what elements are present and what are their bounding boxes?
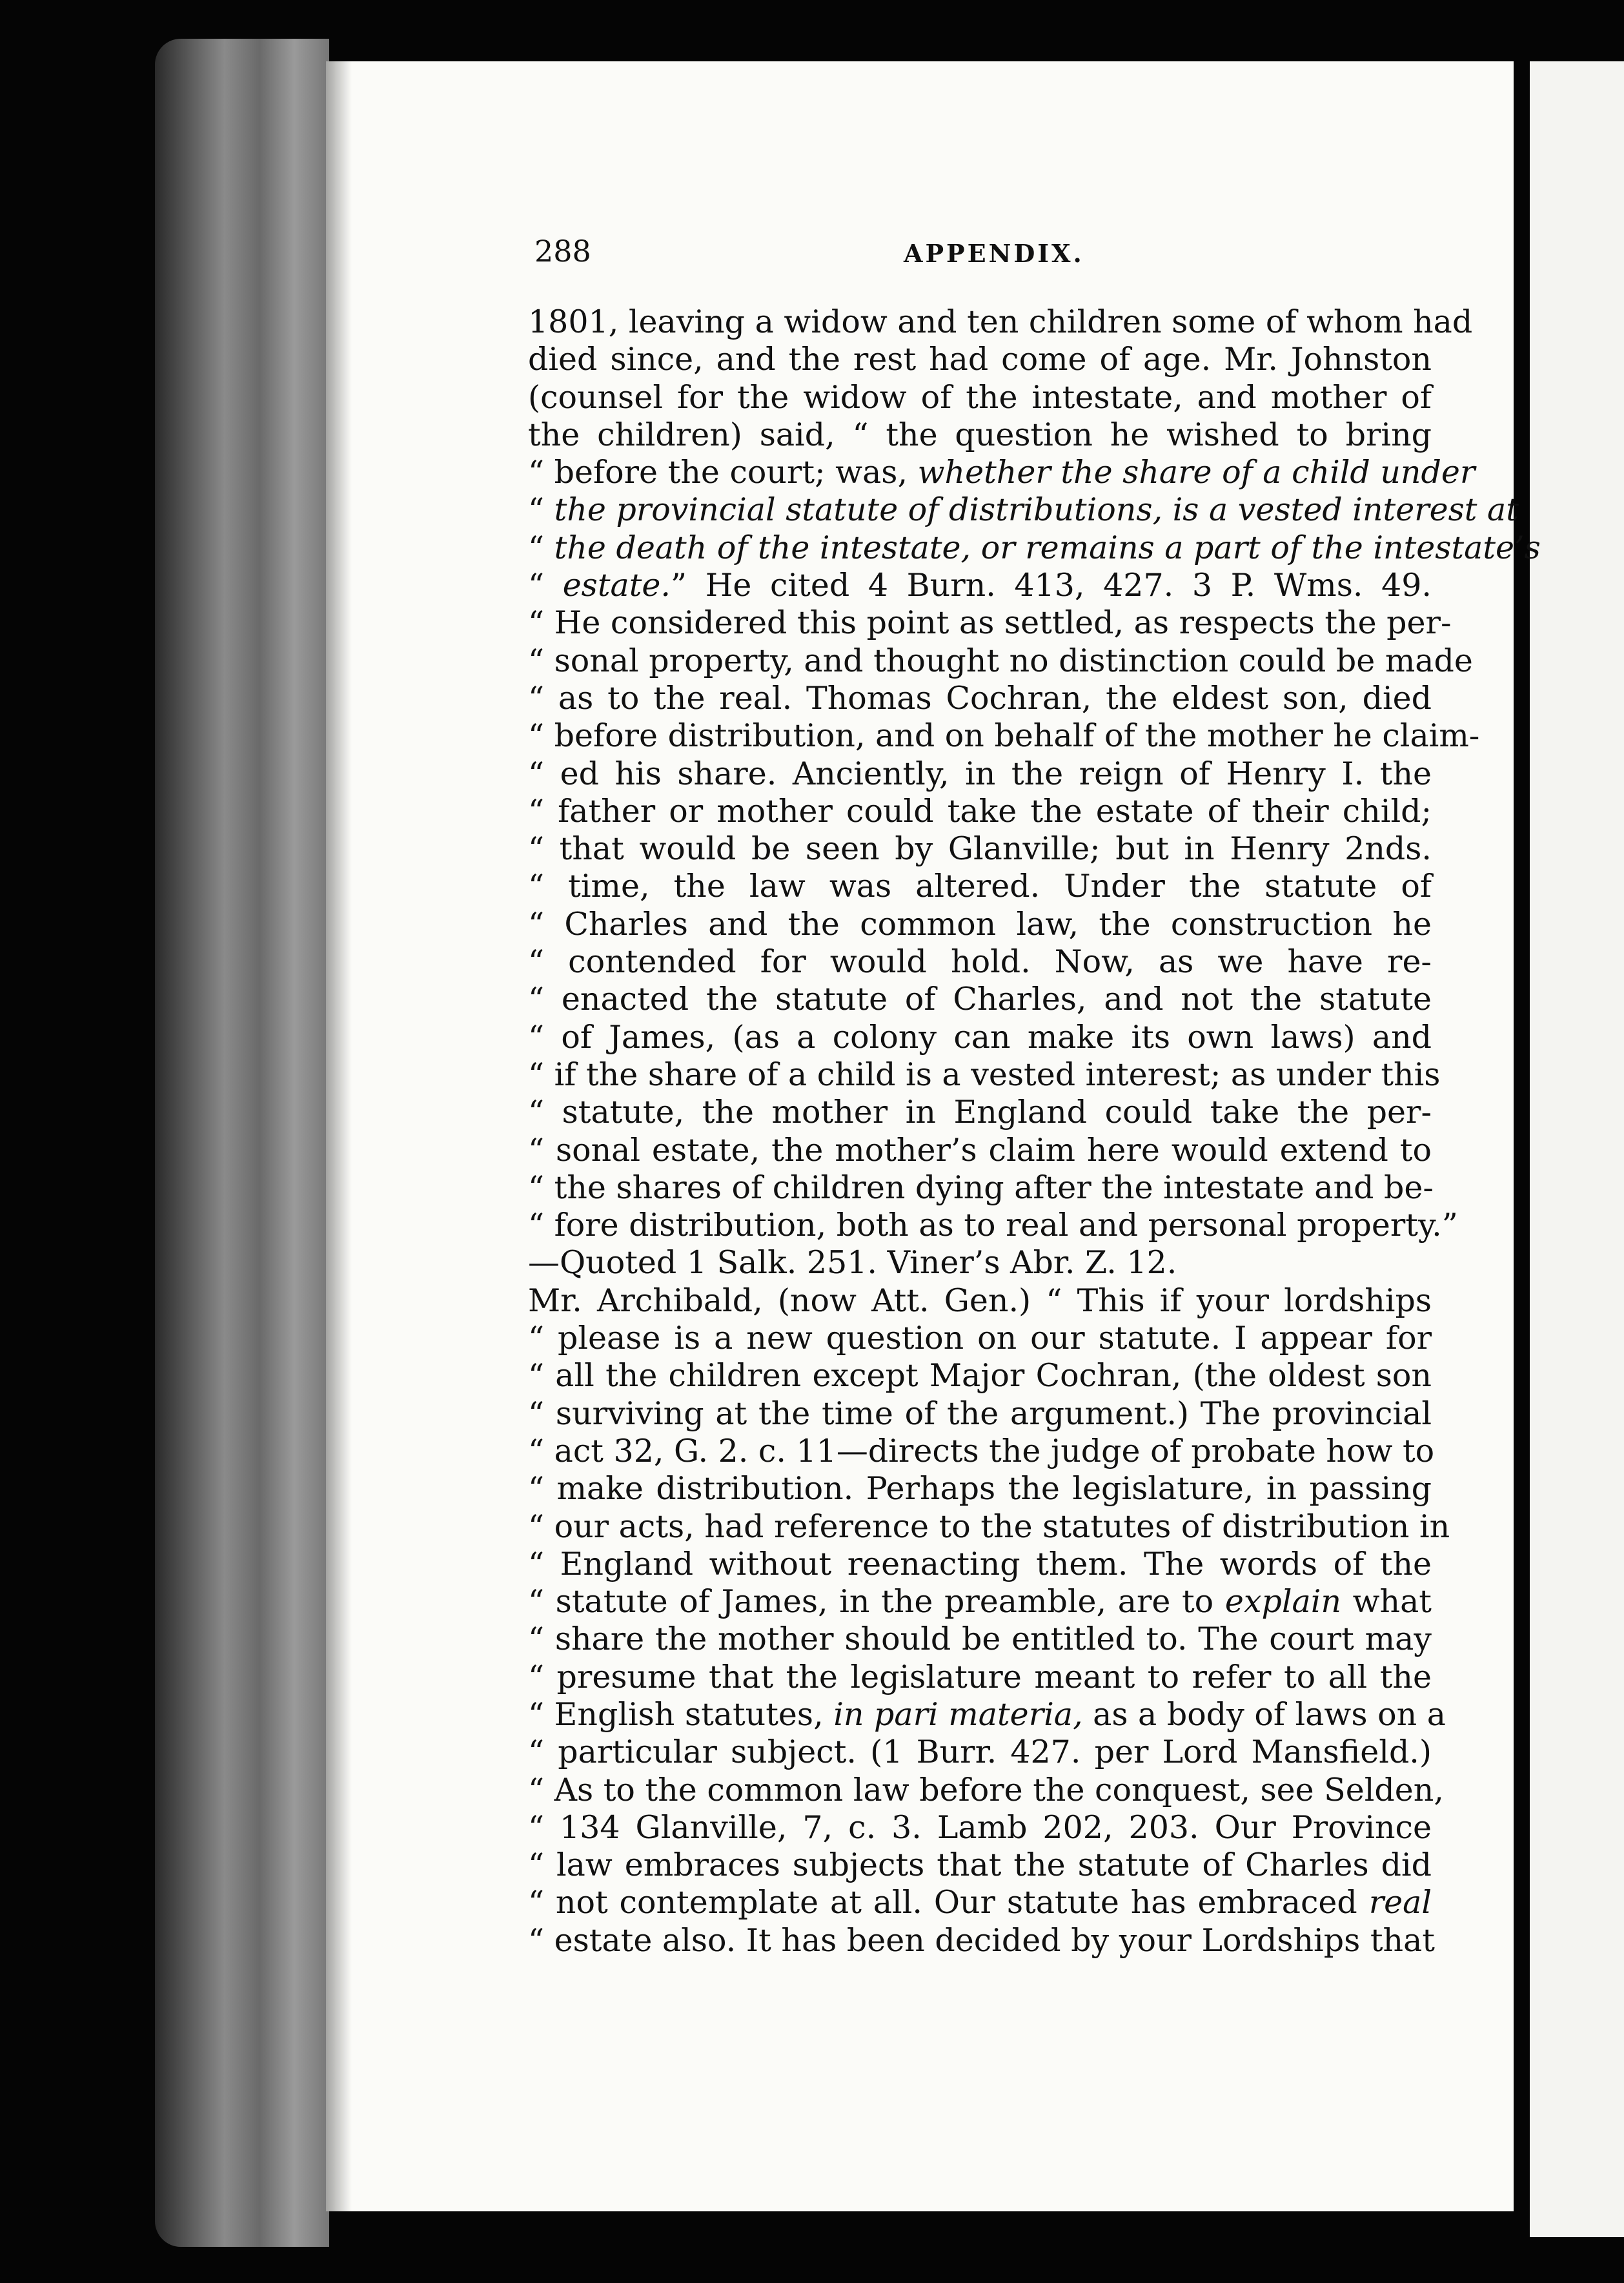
text-line — [528, 1695, 1446, 1734]
text-line-roman: “ He considered this point as settled, as respects the per- — [528, 604, 1452, 642]
text-line — [528, 1169, 1432, 1207]
text-line-roman: “ as to the real. Thomas Cochran, the eldest son, died — [528, 679, 1432, 717]
text-line-roman: “ As to the common law before the conquest, see Selden, — [528, 1771, 1444, 1808]
text-line-roman: “ before the court; was, — [528, 454, 918, 491]
text-line-italic: explain — [1224, 1583, 1341, 1621]
text-line-roman: “ law embraces subjects that the statute of Charles did — [528, 1847, 1432, 1884]
text-line — [528, 1320, 1432, 1357]
text-line — [528, 1207, 1458, 1244]
text-line-after: what — [1341, 1583, 1432, 1621]
text-line-roman: “ sonal estate, the mother’s claim here would extend to — [528, 1131, 1432, 1169]
text-line — [528, 379, 1432, 416]
page-number: 288 — [534, 234, 591, 269]
text-line-roman: “ surviving at the time of the argument.) The provincial — [528, 1395, 1432, 1432]
book-page-edges — [155, 39, 329, 2247]
text-line — [528, 1395, 1432, 1433]
text-line — [528, 1508, 1450, 1546]
text-line-roman: “ if the share of a child is a vested interest; as under this — [528, 1056, 1441, 1093]
text-line — [528, 416, 1432, 454]
text-line-roman: “ English statutes, — [528, 1695, 834, 1733]
text-line — [528, 454, 1476, 491]
text-line-roman: “ make distribution. Perhaps the legislature, in passing — [528, 1470, 1432, 1508]
text-line-roman: “ sonal property, and thought no distinction could be made — [528, 642, 1473, 679]
text-line-italic: whether the share of a child under — [917, 454, 1476, 491]
body-text — [528, 303, 1541, 1960]
text-line — [528, 1546, 1432, 1583]
text-line-after: as a body of laws on a — [1082, 1695, 1446, 1733]
text-line — [528, 1621, 1432, 1658]
text-line-roman: “ — [528, 529, 554, 566]
text-line — [528, 491, 1519, 529]
text-line-roman: 1801, leaving a widow and ten children some of whom had — [528, 303, 1473, 340]
text-line-roman: Mr. Archibald, (now Att. Gen.) “ This if your lordships — [528, 1282, 1432, 1319]
text-line-roman: “ before distribution, and on behalf of the mother he claim- — [528, 717, 1480, 755]
text-line-roman: “ ed his share. Anciently, in the reign of Henry I. the — [528, 755, 1432, 792]
text-line-roman: “ — [528, 567, 563, 604]
text-line — [528, 1282, 1432, 1320]
text-line-roman: “ statute of James, in the preamble, are to — [528, 1583, 1225, 1621]
text-line — [528, 793, 1432, 830]
text-line-roman: “ our acts, had reference to the statutes of distribution in — [528, 1508, 1450, 1545]
text-line-italic: in pari materia, — [833, 1695, 1083, 1733]
text-line — [528, 1921, 1435, 1960]
text-line-roman: “ England without reenacting them. The words of the — [528, 1545, 1432, 1582]
text-line — [528, 1884, 1432, 1921]
text-line-roman: “ 134 Glanville, 7, c. 3. Lamb 202, 203. Our Province — [528, 1808, 1432, 1846]
text-line — [528, 1019, 1432, 1056]
text-line — [528, 1056, 1441, 1094]
text-line-roman: “ act 32, G. 2. c. 11—directs the judge of probate how to — [528, 1432, 1435, 1469]
facing-page-edge — [1530, 61, 1624, 2237]
text-line — [528, 943, 1432, 981]
text-line-roman: “ presume that the legislature meant to refer to all the — [528, 1658, 1432, 1695]
text-line — [528, 303, 1473, 341]
text-line — [528, 341, 1432, 378]
text-line — [528, 1734, 1432, 1771]
running-head: APPENDIX. — [904, 239, 1084, 268]
text-line — [528, 1809, 1432, 1847]
page-header — [534, 234, 1425, 272]
text-line-after: ” He cited 4 Burn. 413, 427. 3 P. Wms. 49. — [671, 567, 1432, 604]
text-line — [528, 1132, 1432, 1169]
text-line — [528, 604, 1452, 642]
text-line — [528, 680, 1432, 717]
text-line-roman: “ fore distribution, both as to real and personal property.” — [528, 1207, 1458, 1244]
text-line — [528, 830, 1432, 868]
text-line-roman: “ the shares of children dying after the intestate and be- — [528, 1169, 1434, 1206]
text-line-roman: “ enacted the statute of Charles, and not the statute — [528, 981, 1432, 1018]
page-gutter-shadow — [326, 61, 352, 2211]
text-line-roman: “ statute, the mother in England could take the per- — [528, 1094, 1432, 1131]
text-line-roman: “ not contemplate at all. Our statute has embraced — [528, 1884, 1369, 1921]
text-line-roman: “ time, the law was altered. Under the statute of — [528, 868, 1432, 905]
text-line — [528, 1659, 1432, 1696]
text-line-roman: “ — [528, 491, 554, 529]
text-line — [528, 1583, 1432, 1621]
text-line-roman: “ estate also. It has been decided by your Lordships that — [528, 1921, 1435, 1959]
text-line-roman: “ Charles and the common law, the construction he — [528, 905, 1432, 943]
text-line — [528, 1244, 1432, 1282]
text-line-roman: “ contended for would hold. Now, as we have re- — [528, 943, 1432, 981]
text-line-roman: “ please is a new question on our statute. I appear for — [528, 1320, 1432, 1357]
text-line — [528, 1357, 1432, 1395]
text-line-italic: real — [1368, 1884, 1432, 1921]
text-line — [528, 1470, 1432, 1508]
text-line-roman: —Quoted 1 Salk. 251. Viner’s Abr. Z. 12. — [528, 1244, 1177, 1282]
text-line — [528, 1094, 1432, 1131]
text-line — [528, 906, 1432, 943]
text-line — [528, 567, 1432, 604]
text-line — [528, 717, 1480, 755]
text-line-roman: “ father or mother could take the estate of their child; — [528, 792, 1432, 830]
text-line-italic: estate. — [562, 567, 671, 604]
text-line-roman: “ of James, (as a colony can make its own laws) and — [528, 1018, 1432, 1056]
text-line — [528, 529, 1541, 567]
text-line-roman: “ particular subject. (1 Burr. 427. per Lord Mansfield.) — [528, 1734, 1432, 1771]
text-line — [528, 1771, 1444, 1809]
text-line — [528, 1432, 1435, 1470]
text-line — [528, 755, 1432, 793]
text-line-roman: “ share the mother should be entitled to. The court may — [528, 1621, 1432, 1658]
text-line-italic: the death of the intestate, or remains a part of the intestate’s — [554, 529, 1541, 566]
text-line — [528, 981, 1432, 1018]
text-line — [528, 868, 1432, 905]
text-line-roman: “ that would be seen by Glanville; but in Henry 2nds. — [528, 830, 1432, 868]
text-line — [528, 642, 1473, 680]
text-line-roman: “ all the children except Major Cochran, (the oldest son — [528, 1357, 1432, 1395]
text-line — [528, 1847, 1432, 1884]
text-line-roman: the children) said, “ the question he wished to bring — [528, 416, 1432, 453]
text-line-roman: (counsel for the widow of the intestate, and mother of — [528, 378, 1432, 416]
text-line-roman: died since, and the rest had come of age. Mr. Johnston — [528, 341, 1432, 378]
text-line-italic: the provincial statute of distributions, is a vested interest at — [554, 491, 1519, 529]
